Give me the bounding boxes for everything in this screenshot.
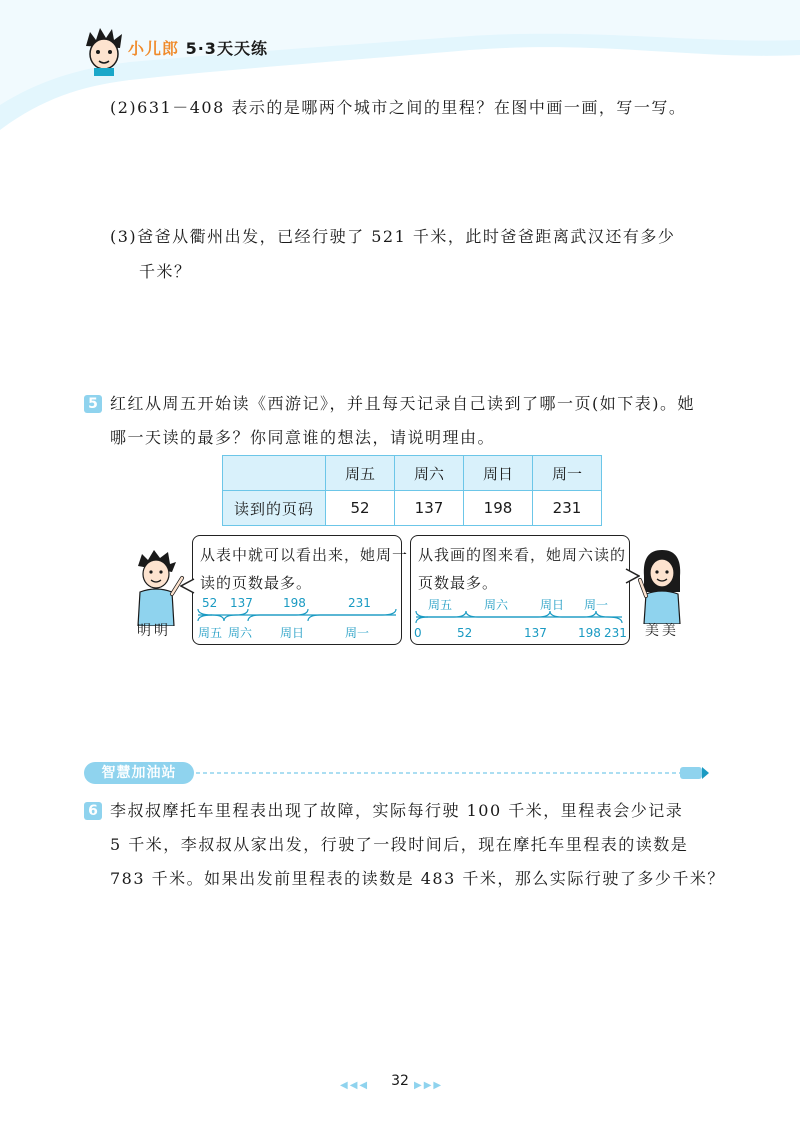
mingming-avatar	[128, 548, 186, 626]
q6-line2: 5 千米，李叔叔从家出发，行驶了一段时间后，现在摩托车里程表的读数是	[110, 835, 689, 854]
table-col-fri: 周五	[326, 456, 395, 491]
mingming-number-137: 137	[230, 596, 253, 610]
mingming-day-sat: 周六	[228, 626, 253, 640]
table-cell: 52	[326, 491, 395, 526]
page-number: 32	[391, 1073, 409, 1089]
brand-name: 小儿郎	[128, 39, 180, 58]
meimei-number-137: 137	[524, 626, 547, 640]
table-cell: 198	[464, 491, 533, 526]
meimei-number-198: 198	[578, 626, 601, 640]
series-name: 5·3天天练	[185, 39, 268, 58]
meimei-day-fri: 周五	[428, 598, 453, 612]
mingming-number-198: 198	[283, 596, 306, 610]
meimei-number-0: 0	[414, 626, 422, 640]
q6-line1: 李叔叔摩托车里程表出现了故障，实际每行驶 100 千米，里程表会少记录	[110, 801, 684, 820]
table-row	[223, 491, 602, 526]
meimei-day-mon: 周一	[584, 598, 609, 612]
table-col-sun: 周日	[464, 456, 533, 491]
mingming-speech-line2: 读的页数最多。	[200, 574, 313, 592]
mingming-bubble-tail	[180, 578, 196, 594]
meimei-day-sun: 周日	[540, 598, 565, 612]
q6-number-badge: 6	[84, 800, 102, 820]
series-logo	[128, 36, 268, 59]
reading-table	[222, 455, 602, 526]
q5-line1: 红红从周五开始读《西游记》，并且每天记录自己读到了哪一页(如下表)。她	[110, 394, 695, 413]
mingming-day-sun: 周日	[280, 626, 305, 640]
boy-mascot-icon	[82, 26, 126, 76]
meimei-name: 美美	[645, 623, 679, 639]
mingming-speech-line1: 从表中就可以看出来，她周一	[200, 546, 409, 564]
pencil-divider-icon	[194, 764, 710, 782]
prev-arrows-icon: ◀◀◀	[340, 1080, 370, 1091]
q4-part3-line2: 千米？	[139, 262, 192, 281]
table-cell: 137	[395, 491, 464, 526]
mingming-number-231: 231	[348, 596, 371, 610]
table-row-label: 读到的页码	[223, 491, 326, 526]
q5-number-badge: 5	[84, 393, 102, 413]
q6-line3: 783 千米。如果出发前里程表的读数是 483 千米，那么实际行驶了多少千米？	[110, 869, 725, 888]
meimei-avatar	[636, 546, 688, 624]
table-header-row	[223, 456, 602, 491]
table-cell: 231	[533, 491, 602, 526]
mingming-number-52: 52	[202, 596, 218, 610]
table-col-sat: 周六	[395, 456, 464, 491]
mingming-name: 明明	[137, 623, 171, 639]
table-corner	[223, 456, 326, 491]
q5-line2: 哪一天读的最多？你同意谁的想法，请说明理由。	[110, 428, 496, 447]
next-arrows-icon: ▶▶▶	[414, 1080, 444, 1091]
meimei-day-sat: 周六	[484, 598, 509, 612]
meimei-number-231: 231	[604, 626, 627, 640]
section-title-tag: 智慧加油站	[84, 762, 194, 784]
meimei-speech-line2: 页数最多。	[418, 574, 499, 592]
mingming-day-fri: 周五	[198, 626, 223, 640]
meimei-number-52: 52	[457, 626, 473, 640]
meimei-speech-line1: 从我画的图来看，她周六读的	[418, 546, 627, 564]
table-col-mon: 周一	[533, 456, 602, 491]
q4-part2: (2)631－408 表示的是哪两个城市之间的里程？在图中画一画，写一写。	[110, 98, 687, 117]
mingming-day-mon: 周一	[345, 626, 370, 640]
q4-part3-line1: (3)爸爸从衢州出发，已经行驶了 521 千米，此时爸爸距离武汉还有多少	[110, 227, 676, 246]
mingming-segment-bar	[196, 608, 400, 622]
